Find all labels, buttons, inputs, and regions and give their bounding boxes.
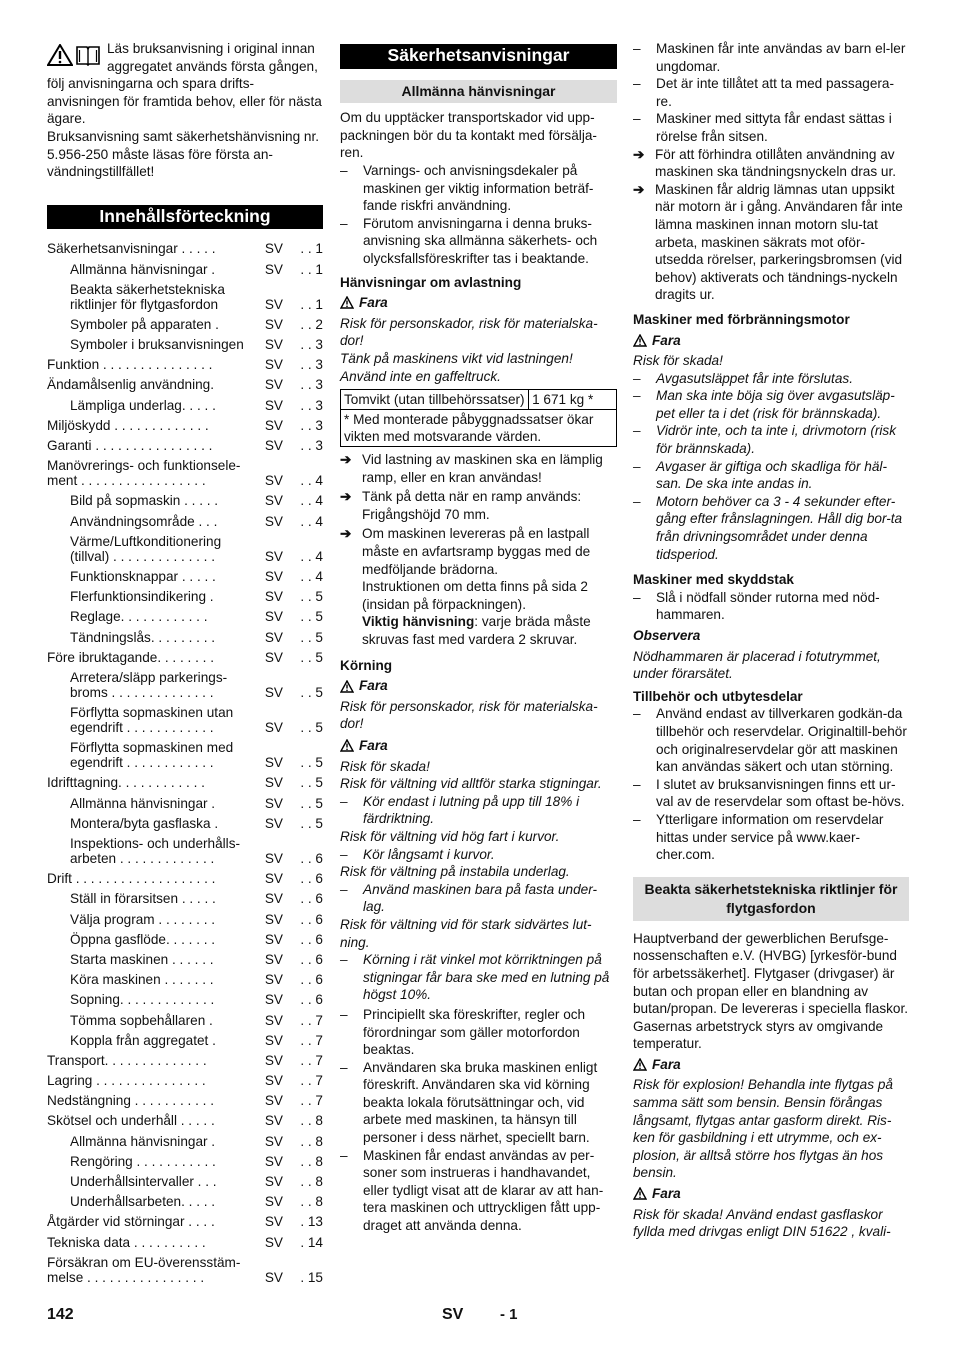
toc-entry-language: SV [264,609,283,625]
toc-entry[interactable] [47,630,323,645]
toc-entry-title: Funktion . . . . . . . . . . . . . . . [47,357,213,373]
toc-entry-language: SV [264,1214,283,1230]
toc-entry-title: Tömma sopbehållaren . [70,1012,213,1028]
footer-subpage: - 1 [500,1306,518,1323]
toc-entry[interactable] [47,262,323,277]
list-item: – Förutom anvisningarna i denna bruks-anvisning ska allmänna säkerhets- och olycksfallsföreskrifter tas i beaktande. [340,215,617,268]
toc-entry-title: Miljöskydd . . . . . . . . . . . . . [47,417,209,433]
toc-entry-title: Koppla från aggregatet . [70,1032,216,1048]
toc-entry-title: Allmänna hänvisningar . [70,1133,216,1149]
toc-entry-language: SV [264,951,283,967]
gas-risk: Risk för explosion! Behandla inte flytgas på samma sätt som bensin. Bensin förångas långsamt, flytgas antar gasform direkt. Ris-ken för gasbildning i ett utrymme, och ex-plosion, är alltså större hos flytgas än hos bensin. [633,1077,893,1181]
toc-entry[interactable] [47,1053,323,1068]
unload-title: Hänvisningar om avlastning [340,274,522,290]
list-item: – Körning i rät vinkel mot körriktningen på stigningar får bara ske med en lutning på högst 10%. [340,951,617,1004]
toc-entry-language: SV [264,296,283,312]
toc-entry-title: Garanti . . . . . . . . . . . . . . . . [47,438,213,454]
roof-title: Maskiner med skyddstak [633,572,794,588]
warning-triangle-icon [633,1058,647,1071]
list-item: – Kör endast i lutning på upp till 18% i färdriktning. [340,793,617,828]
toc-entry-title: Lämpliga underlag. . . . . [70,397,216,413]
danger-label: Fara [359,678,388,694]
toc-entry-language: SV [264,629,283,645]
toc-entry-language: SV [264,911,283,927]
toc-entry-page: . . 6 [300,891,323,907]
footer-language: SV [442,1306,464,1323]
instruction-item: ➔ Om maskinen levereras på en lastpall måste en avfartsramp byggas med de medföljande brädorna. [340,526,591,577]
list-item: – Motorn behöver ca 3 - 4 sekunder efter-gång efter frånslagningen. Håll dig bor-ta från drivningsområdet under denna tidsperiod. [633,493,909,563]
toc-entry-page: . . 1 [300,241,323,257]
toc-entry[interactable] [47,569,323,584]
toc-entry-title: Användningsområde . . . [70,513,218,529]
toc-entry-language: SV [264,513,283,529]
list-item: – I slutet av bruksanvisningen finns ett ur-val av de reservdelar som oftast be-hövs. [633,776,909,811]
toc-entry-title: Idrifttagning. . . . . . . . . . . . [47,775,205,791]
safety-title: Säkerhetsanvisningar [340,44,617,69]
toc-entry-language: SV [264,241,283,257]
toc-entry-title: Funktionsknappar . . . . . [70,568,216,584]
list-item: – Slå i nödfall sönder rutorna med nöd-hammaren. [633,589,909,624]
toc-entry-page: . . 7 [300,1012,323,1028]
list-item: – Maskiner med sittyta får endast sättas i rörelse från sitsen. [633,110,909,145]
toc-entry-title: Inspektions- och underhålls-arbeten . . . . . . . . . . . . . [70,836,241,867]
toc-entry[interactable] [47,836,323,866]
toc-entry[interactable] [47,1013,323,1028]
toc-entry-title: Säkerhetsanvisningar . . . . . [47,241,216,257]
accessories-title: Tillbehör och utbytesdelar [633,688,803,704]
driving-title: Körning [340,657,393,673]
toc-entry-page: . . 7 [300,1032,323,1048]
toc-entry-language: SV [264,1093,283,1109]
arrow-icon: ➔ [633,181,645,197]
toc-entry-language: SV [264,684,283,700]
warning-triangle-icon [633,334,647,347]
toc-entry-page: . . 8 [300,1133,323,1149]
list-item: – Man ska inte böja sig över avgasutsläp-pet eller ta i det (risk för brännskada). [633,387,909,422]
toc-entry-language: SV [264,1269,283,1285]
toc-entry[interactable] [47,418,323,433]
toc-entry-language: SV [264,1052,283,1068]
danger-heading [340,737,617,755]
toc-entry-page: . . 1 [300,296,323,312]
toc-entry[interactable] [47,796,323,811]
toc-entry[interactable] [47,1113,323,1128]
toc-entry[interactable] [47,952,323,967]
toc-entry-language: SV [264,720,283,736]
risk-text: Risk för vältning vid hög fart i kurvor. [340,828,560,844]
toc-entry[interactable] [47,775,323,790]
toc-entry-page: . . 5 [300,720,323,736]
list-item: – Maskinen får inte användas av barn el-ler ungdomar. [633,40,909,75]
warning-triangle-icon [47,44,73,66]
toc-entry-language: SV [264,548,283,564]
list-item: – Det är inte tillåtet att ta med passagera-re. [633,75,909,110]
toc-entry-title: Allmänna hänvisningar . [70,261,216,277]
toc-entry[interactable] [47,705,323,735]
toc-entry-title: Flerfunktionsindikering . [70,589,214,605]
toc-entry[interactable] [47,650,323,665]
unload-weight: Tänk på maskinens vikt vid lastningen! [340,350,573,366]
toc-entry[interactable] [47,891,323,906]
toc-entry[interactable] [47,1154,323,1169]
toc-entry[interactable] [47,1214,323,1229]
toc-entry-language: SV [264,377,283,393]
toc-entry[interactable] [47,438,323,453]
list-item: – Principiellt ska föreskrifter, regler och förordningar som gäller motorfordon beaktas. [340,1006,617,1059]
list-item: – Kör långsamt i kurvor. [340,846,617,864]
toc-entry-page: . . 4 [300,548,323,564]
toc-entry[interactable] [47,1073,323,1088]
toc-entry[interactable] [47,282,323,312]
toc-entry-page: . 14 [300,1234,323,1250]
toc-entry-language: SV [264,261,283,277]
toc-title: Innehållsförteckning [47,205,323,230]
toc-entry-title: Nedstängning . . . . . . . . . . . [47,1093,214,1109]
toc-entry[interactable] [47,493,323,508]
toc-entry-language: SV [264,1032,283,1048]
toc-entry-language: SV [264,1073,283,1089]
toc-entry-page: . . 5 [300,755,323,771]
toc-entry-title: Montera/byta gasflaska . [70,815,219,831]
danger-heading [633,1185,909,1203]
toc-entry-page: . . 6 [300,992,323,1008]
toc-entry-page: . . 6 [300,951,323,967]
toc-entry[interactable] [47,912,323,927]
toc-entry-page: . . 8 [300,1113,323,1129]
toc-entry-title: Reglage. . . . . . . . . . . . [70,609,208,625]
warning-triangle-icon [633,1187,647,1200]
general-list [340,162,617,268]
toc-entry-title: Försäkran om EU-överensstäm-melse . . . . . . . . . . . . . . . . [47,1254,241,1285]
toc-entry-title: Symboler på apparaten . [70,316,219,332]
toc-entry-page: . . 6 [300,931,323,947]
toc-entry-page: . . 5 [300,629,323,645]
toc-entry-title: Värme/Luftkonditionering (tillval) . . . . . . . . . . . . . . [70,533,222,564]
risk-text: Risk för vältning vid för stark sidvärtes lut-ning. [340,916,592,950]
toc-entry-page: . . 2 [300,316,323,332]
danger-heading [340,677,617,695]
toc-entry-title: Förflytta sopmaskinen med egendrift . . . . . . . . . . . . [70,740,234,771]
toc-entry[interactable] [47,534,323,564]
unload-risk: Risk för personskador, risk för materialska-dor! [340,315,598,349]
toc-entry-page: . . 5 [300,684,323,700]
arrow-icon: ➔ [340,489,352,505]
toc-entry-page: . . 6 [300,911,323,927]
risk-text: Risk för vältning på instabila underlag. [340,864,570,880]
rules-list [340,1006,617,1235]
toc-entry-language: SV [264,473,283,489]
warning-triangle-icon [340,739,354,752]
toc-entry-title: Beakta säkerhetstekniska riktlinjer för flytgasfordon [70,281,225,312]
tipping-risks [340,758,617,1004]
toc-entry[interactable] [47,458,323,488]
toc-entry[interactable] [47,992,323,1007]
risk-text: Risk för vältning vid alltför starka stigningar. [340,776,602,792]
warning-triangle-icon [340,680,354,693]
toc-entry-page: . . 7 [300,1093,323,1109]
toc-entry-title: Köra maskinen . . . . . . . [70,972,214,988]
engine-list [633,370,909,564]
column-left [47,40,323,1290]
intro-text-2: Bruksanvisning samt säkerhetshänvisning nr. 5.956-250 måste läsas före första an-vändningstillfället! [47,128,320,180]
toc-entry[interactable] [47,514,323,529]
toc-entry-language: SV [264,1113,283,1129]
instruction-item: ➔ Maskinen får aldrig lämnas utan uppsikt när motorn är i gång. Användaren får inte lämna maskinen innan motorn slu-tat arbeta, maskinen säkrats mot oför-utsedda rörelser, parkeringsbromsen (vid behov) aktiverats och tändnings-nyckeln dragits ur. [633,181,903,303]
toc-entry-language: SV [264,1133,283,1149]
toc-entry-title: Drift . . . . . . . . . . . . . . . . . . . [47,871,216,887]
toc-entry-title: Transport. . . . . . . . . . . . . . [47,1052,207,1068]
danger-label: Fara [652,1186,681,1202]
toc-entry-language: SV [264,871,283,887]
toc-entry-title: Före ibruktagande. . . . . . . . [47,649,214,665]
toc-entry-page: . . 7 [300,1073,323,1089]
column-middle [340,44,617,1235]
toc-entry[interactable] [47,377,323,392]
list-item: – Varnings- och anvisningsdekaler på maskinen ger viktig information beträf-fande riskfri användning. [340,162,617,215]
toc-entry-language: SV [264,357,283,373]
engine-title: Maskiner med förbränningsmotor [633,311,850,327]
toc-entry-page: . . 5 [300,775,323,791]
toc-entry-language: SV [264,568,283,584]
toc-entry[interactable] [47,816,323,831]
general-title: Allmänna hänvisningar [340,80,617,104]
toc-entry-language: SV [264,931,283,947]
intro-section [47,40,323,181]
page-number: 142 [47,1306,74,1323]
weight-note: * Med monterade påbyggnadssatser ökar vikten med motsvarande värden. [341,410,617,447]
risk-text: Risk för skada! [340,758,430,774]
toc-entry-page: . . 3 [300,397,323,413]
toc-entry-title: Manövrerings- och funktionsele-ment . . . . . . . . . . . . . . . . . [47,458,241,489]
danger-label: Fara [359,738,388,753]
toc-entry[interactable] [47,337,323,352]
toc-entry[interactable] [47,317,323,332]
list-item: – Avgasutsläppet får inte förslutas. [633,370,909,388]
toc-entry-page: . . 3 [300,417,323,433]
toc-entry[interactable] [47,1174,323,1189]
danger-heading [633,1056,909,1074]
gas-risk-2: Risk för skada! Använd endast gasflaskor fyllda med drivgas enligt DIN 51622 , kvali- [633,1206,891,1240]
toc-entry-title: Underhållsarbeten. . . . . [70,1194,216,1210]
danger-heading [340,294,617,312]
toc-entry-title: Underhållsintervaller . . . [70,1174,217,1190]
toc-entry-page: . . 3 [300,357,323,373]
toc-entry-title: Sopning. . . . . . . . . . . . . [70,992,215,1008]
toc-entry-language: SV [264,1234,283,1250]
toc-entry-title: Tändningslås. . . . . . . . . [70,629,216,645]
toc-entry-page: . . 8 [300,1153,323,1169]
toc-entry[interactable] [47,1134,323,1149]
toc-entry-language: SV [264,1153,283,1169]
toc-entry-title: Arretera/släpp parkerings-broms . . . . . . . . . . . . . . [70,669,228,700]
toc-entry-title: Ställ in förarsitsen . . . . . [70,891,216,907]
toc-entry-page: . 15 [300,1269,323,1285]
usage-list [633,40,909,146]
toc-entry[interactable] [47,1235,323,1250]
note-text: Nödhammaren är placerad i fotutrymmet, under förarsätet. [633,648,881,682]
column-right [633,40,909,1241]
toc-entry-language: SV [264,755,283,771]
toc-entry-language: SV [264,795,283,811]
toc-entry[interactable] [47,398,323,413]
toc-entry-page: . . 1 [300,261,323,277]
toc-entry[interactable] [47,740,323,770]
roof-list [633,589,909,624]
toc-entry-title: Bild på sopmaskin . . . . . [70,493,219,509]
toc-entry[interactable] [47,1194,323,1209]
instruction-item: ➔ Tänk på detta när en ramp används: Frigångshöjd 70 mm. [340,489,582,522]
danger-label: Fara [652,332,681,348]
gas-title: Beakta säkerhetstekniska riktlinjer för flytgasfordon [633,877,909,921]
toc-entry-page: . . 4 [300,513,323,529]
toc-entry-language: SV [264,972,283,988]
arrow-icon: ➔ [340,526,352,542]
toc-entry-page: . 13 [300,1214,323,1230]
toc-entry[interactable] [47,1033,323,1048]
toc-entry-language: SV [264,493,283,509]
important-note: Viktig hänvisning: varje bräda måste skruvas fast med vardera 2 skruvar. [362,614,591,648]
weight-label: Tomvikt (utan tillbehörssatser) [341,390,529,410]
general-text: Om du upptäcker transportskador vid upp-packningen bör du ta kontakt med försälja-ren. [340,110,597,161]
toc-entry-language: SV [264,1012,283,1028]
toc-entry-page: . . 4 [300,493,323,509]
driving-risk: Risk för personskador, risk för materialska-dor! [340,698,598,732]
toc-entry-page: . . 6 [300,871,323,887]
toc-entry-title: Förflytta sopmaskinen utan egendrift . . . . . . . . . . . . [70,705,234,736]
danger-heading [633,332,909,350]
toc-entry-title: Lagring . . . . . . . . . . . . . . . [47,1073,206,1089]
list-item: – Avgaser är giftiga och skadliga för häl-san. De ska inte andas in. [633,458,909,493]
toc-entry-language: SV [264,397,283,413]
toc-entry-language: SV [264,438,283,454]
intro-text: Läs bruksanvisning i original innan aggregatet används första gången, följ anvisningarna och spara drifts-anvisningen för framtida behov, eller för nästa ägare. [47,41,322,127]
warning-triangle-icon [340,296,354,309]
toc-entry-title: Ändamålsenlig användning. [47,377,215,393]
toc-entry-page: . . 4 [300,473,323,489]
toc-entry-page: . . 5 [300,815,323,831]
toc-entry[interactable] [47,932,323,947]
toc-entry[interactable] [47,357,323,372]
weight-value: 1 671 kg * [529,390,617,410]
intro-icons [47,44,101,66]
toc-entry-page: . . 5 [300,589,323,605]
list-item: – Maskinen får endast användas av per-soner som instrueras i handhavandet, eller tydligt visat att de klarar av att han-tera maskinen och uttryckligen fått upp-draget att använda denna. [340,1147,617,1235]
toc-entry-language: SV [264,775,283,791]
danger-label: Fara [359,295,388,311]
toc-entry-language: SV [264,1194,283,1210]
toc-entry-language: SV [264,649,283,665]
toc-entry-language: SV [264,316,283,332]
toc-entry-page: . . 4 [300,568,323,584]
weight-table [340,389,617,447]
toc-entry-title: Rengöring . . . . . . . . . . . [70,1153,216,1169]
unload-instructions [340,451,617,649]
toc-entry-title: Starta maskinen . . . . . . [70,951,214,967]
toc-entry-page: . . 5 [300,609,323,625]
manual-book-icon [75,44,101,66]
gas-text: Hauptverband der gewerblichen Berufsge-nossenschaften e.V. (HVBG) [yrkesför-bund för arbetssäkerhet]. Flytgaser (drivgaser) är butan och propan eller en blandning av butan/propan. De levereras i speciella flaskor. Gasernas arbetstryck styrs av omgivande temperatur. [633,930,909,1052]
toc-entry-language: SV [264,891,283,907]
list-item: – Använd endast av tillverkaren godkän-da tillbehör och reservdelar. Originaltill-behör och originalreservdelar gör att maskinen kan användas säkert och utan störning. [633,705,909,775]
toc-entry-title: Skötsel och underhåll . . . . . [47,1113,215,1129]
table-of-contents [47,241,323,1284]
arrow-icon: ➔ [633,146,645,162]
toc-entry-language: SV [264,1174,283,1190]
toc-entry-page: . . 8 [300,1194,323,1210]
toc-entry-language: SV [264,417,283,433]
toc-entry-page: . . 8 [300,1174,323,1190]
arrow-icon: ➔ [340,452,352,468]
toc-entry-page: . . 3 [300,438,323,454]
instruction-item: ➔ För att förhindra otillåten användning av maskinen ska tändningsnyckeln dras ur. [633,146,897,180]
toc-entry[interactable] [47,1255,323,1285]
toc-entry-title: Tekniska data . . . . . . . . . . [47,1234,206,1250]
toc-entry-language: SV [264,815,283,831]
unload-fork: Använd inte en gaffeltruck. [340,368,501,384]
list-item: – Användaren ska bruka maskinen enligt föreskrift. Användaren ska vid körning beakta lokala förutsättningar och, vid arbete med maskinen, ta hänsyn till personer i dess närhet, speciellt barn. [340,1059,617,1147]
list-item: – Vidrör inte, och ta inte i, drivmotorn (risk för brännskada). [633,422,909,457]
toc-entry-page: . . 3 [300,377,323,393]
toc-entry-page: . . 6 [300,972,323,988]
toc-entry-page: . . 7 [300,1052,323,1068]
accessories-list [633,705,909,863]
toc-entry-page: . . 5 [300,649,323,665]
toc-entry[interactable] [47,972,323,987]
toc-entry-page: . . 6 [300,851,323,867]
note-label: Observera [633,628,701,643]
toc-entry-title: Åtgärder vid störningar . . . . [47,1214,215,1230]
toc-entry-title: Allmänna hänvisningar . [70,795,216,811]
danger-label: Fara [652,1056,681,1072]
toc-entry[interactable] [47,1093,323,1108]
toc-entry-language: SV [264,992,283,1008]
list-item: – Använd maskinen bara på fasta under-lag. [340,881,617,916]
toc-entry[interactable] [47,609,323,624]
engine-risk: Risk för skada! [633,353,723,369]
toc-entry-language: SV [264,851,283,867]
toc-entry-language: SV [264,337,283,353]
toc-entry[interactable] [47,871,323,886]
toc-entry[interactable] [47,670,323,700]
toc-entry-language: SV [264,589,283,605]
toc-entry[interactable] [47,589,323,604]
instruction-item: ➔ Vid lastning av maskinen ska en lämplig ramp, eller en kran användas! [340,452,603,485]
toc-entry-page: . . 5 [300,795,323,811]
toc-entry-page: . . 3 [300,337,323,353]
list-item: – Ytterligare information om reservdelar hittas under service på www.kaer-cher.com. [633,811,909,864]
toc-entry-title: Välja program . . . . . . . . [70,911,216,927]
toc-entry[interactable] [47,241,323,256]
toc-entry-title: Öppna gasflöde. . . . . . . [70,931,216,947]
instruction-location: Instruktionen om detta finns på sida 2 (insidan på förpackningen). [362,579,588,612]
toc-entry-title: Symboler i bruksanvisningen [70,337,244,353]
